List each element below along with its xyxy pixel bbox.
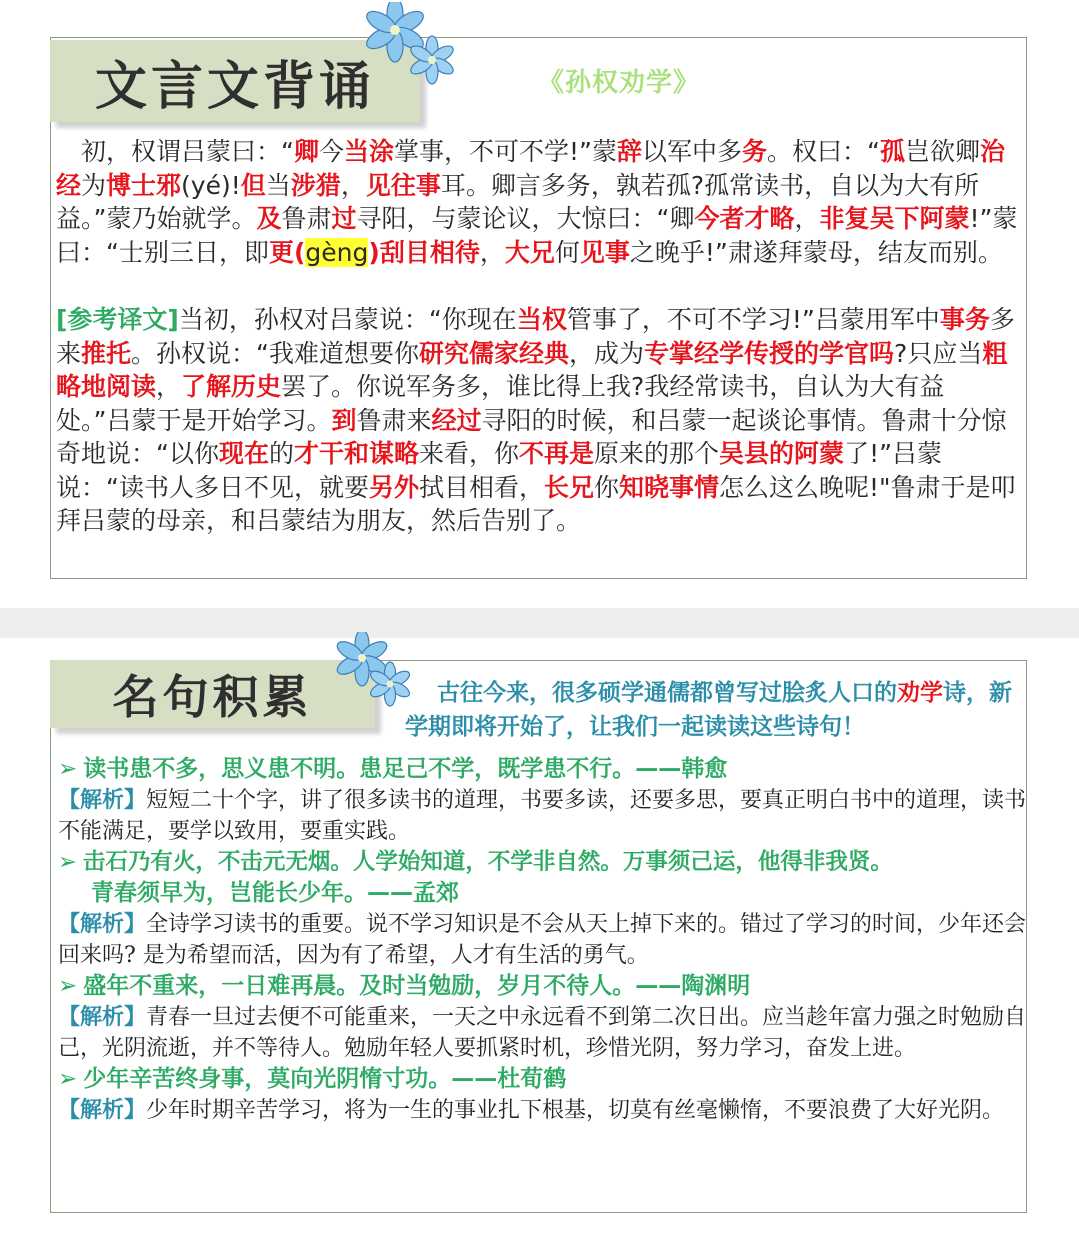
keyword-highlight: 孤 (879, 137, 905, 166)
text-run: 当初，孙权对吕蒙说：“你现在 (178, 305, 517, 334)
keyword-highlight: 当涂 (343, 137, 394, 166)
text-run: 寻阳的时候，和吕蒙一起谈论事情。鲁肃十分惊奇地说：“以你 (56, 405, 1007, 468)
keyword-highlight: 涉猎 (290, 170, 341, 200)
original-text-runs (56, 137, 1017, 267)
arrow-icon: ➢ (58, 756, 78, 782)
text-run: 掌事，不可不学!”蒙 (394, 137, 617, 166)
analysis (58, 1002, 1033, 1064)
analysis-tag: 【解析】 (58, 788, 147, 813)
text-run: 耳。卿言多务，孰若孤?孤常读书，自以为大有所益。”蒙乃始就学。 (56, 170, 980, 233)
quote-list (58, 754, 1033, 1126)
text-run: 今 (318, 137, 344, 166)
text-run: 原来的那个 (594, 439, 720, 468)
keyword-highlight: 事务 (939, 305, 990, 334)
keyword-highlight: 另外 (368, 472, 419, 502)
text-run: 怎么这么晚呢!"鲁肃于是叩拜吕蒙的母亲，和吕蒙结为朋友，然后告别了。 (56, 472, 1016, 535)
quote-line-2: 青春须早为，岂能长少年。——孟郊 (91, 880, 459, 906)
quote-text: 少年辛苦终身事，莫向光阴惰寸功。——杜荀鹤 (83, 1066, 567, 1092)
keyword-highlight: 到 (331, 405, 357, 435)
text-run: ， (156, 372, 182, 401)
arrow-icon: ➢ (58, 849, 77, 875)
list-item (58, 971, 1033, 1064)
intro-text: 古往今来，很多硕学通儒都曾写过脍炙人口的 (437, 680, 897, 706)
keyword-highlight: 长兄 (543, 472, 594, 502)
classical-original-text (56, 135, 1018, 269)
analysis-text: 少年时期辛苦学习，将为一生的事业扎下根基，切莫有丝毫懒惰，不要浪费了大好光阴。 (146, 1098, 1005, 1123)
text-run: ， (340, 170, 366, 200)
quote-text: 击石乃有火，不击元无烟。人学始知道，不学非自然。万事须己运，他得非我贤。 (82, 849, 893, 875)
keyword-highlight: 但 (240, 170, 266, 200)
text-run: 罢了。你说军务多，谁比得上我?我经常读书，自认为大有益处。”吕蒙于是开始学习。 (56, 372, 945, 435)
text-run: ， (794, 204, 820, 233)
keyword-highlight: 非复吴下阿蒙 (819, 204, 970, 233)
text-run: 了!”吕蒙说：“读书人多日不见，就要 (56, 439, 943, 502)
text-run: 。权曰：“ (767, 137, 880, 166)
section1-title: 文言文背诵 (94, 56, 375, 117)
keyword-highlight: 及 (256, 204, 282, 233)
translation-text (56, 303, 1018, 538)
text-run: 何 (554, 237, 580, 267)
keyword-highlight: 不再是 (519, 439, 595, 468)
text-run: (yé)! (181, 170, 241, 200)
text-run: 的 (268, 439, 294, 468)
keyword-highlight: ( (293, 237, 306, 267)
translation-label: [参考译文] (56, 305, 179, 334)
pinyin-highlight: gèng (305, 237, 369, 267)
section-divider (0, 608, 1079, 638)
text-run: ，成为 (569, 338, 645, 368)
keyword-highlight: 了解历史 (181, 372, 282, 401)
keyword-highlight: 当权 (516, 305, 567, 334)
analysis-tag: 【解析】 (58, 1005, 147, 1030)
intro-highlight: 劝学 (897, 680, 943, 706)
intro-text-end: 诗，新学期即将开始了，让我们一起读读这些诗句！ (405, 680, 1012, 740)
text-run: ?只应当 (894, 338, 983, 368)
text-run: ， (479, 237, 505, 267)
text-run: 岂欲卿 (905, 137, 981, 166)
list-item (58, 847, 1033, 971)
section2-banner (50, 660, 375, 728)
analysis-text: 全诗学习读书的重要。说不学习知识是不会从天上掉下来的。错过了学习的时间，少年还会回来吗? 是为希望而活，因为有了希望，人才有生活的勇气。 (58, 912, 1027, 968)
text-run: 拭目相看， (418, 472, 544, 502)
text-run: 管事了，不可不学习!”吕蒙用军中 (566, 305, 940, 334)
keyword-highlight: 辞 (616, 137, 642, 166)
keyword-highlight: 现在 (218, 439, 269, 468)
flower-icon (360, 2, 470, 92)
keyword-highlight: 吗 (869, 338, 895, 368)
analysis (58, 785, 1033, 847)
text-run: 之晚乎!”肃遂拜蒙母，结友而别。 (629, 237, 1003, 267)
quote-text: 盛年不重来，一日难再晨。及时当勉励，岁月不待人。——陶渊明 (83, 973, 751, 999)
quote-line (58, 847, 1033, 878)
keyword-highlight: 过 (331, 204, 357, 233)
keyword-highlight: 见事 (579, 237, 630, 267)
analysis-text: 短短二十个字，讲了很多读书的道理，书要多读，还要多思，要真正明白书中的道理，读书不能满足，要学以致用，要重实践。 (58, 788, 1027, 844)
keyword-highlight: 更 (268, 237, 294, 267)
list-item (58, 754, 1033, 847)
keyword-highlight: 务 (742, 137, 768, 166)
analysis (58, 1095, 1033, 1126)
quote-text: 读书患不多，思义患不明。患足己不学，既学患不行。——韩愈 (83, 756, 728, 782)
translation-text-runs (56, 305, 1016, 535)
text-run: 为 (81, 170, 107, 200)
arrow-icon: ➢ (58, 1066, 78, 1092)
text-run: 以军中多 (642, 137, 743, 166)
text-run: 来看，你 (419, 439, 520, 468)
analysis-tag: 【解析】 (58, 1098, 147, 1123)
section1-subtitle: 《孙权劝学》 (538, 68, 701, 98)
keyword-highlight: 今者才略 (694, 204, 795, 233)
keyword-highlight: ) (368, 237, 380, 267)
text-run: 当 (265, 170, 291, 200)
quote-line (58, 1064, 1033, 1095)
keyword-highlight: 专掌经学传授的学官 (644, 338, 870, 368)
keyword-highlight: 见往事 (365, 170, 441, 200)
list-item (58, 1064, 1033, 1126)
text-run: 你 (594, 472, 620, 502)
text-run: 鲁肃 (281, 204, 332, 233)
analysis-tag: 【解析】 (58, 912, 147, 937)
text-run: 初，权谓吕蒙曰：“ (81, 137, 294, 166)
keyword-highlight: 才干和谋略 (293, 439, 419, 468)
quote-line (58, 971, 1033, 1002)
keyword-highlight: 大兄 (504, 237, 555, 267)
keyword-highlight: 博士邪 (106, 170, 182, 200)
analysis (58, 909, 1033, 971)
keyword-highlight: 治经 (56, 137, 1006, 200)
keyword-highlight: 经过 (431, 405, 482, 435)
text-run: !”蒙曰：“士别三日，即 (56, 204, 1018, 267)
text-run: 多来 (56, 305, 1015, 368)
section2-intro (405, 676, 1030, 744)
keyword-highlight: 知晓事情 (619, 472, 720, 502)
text-run: 寻阳，与蒙论议，大惊曰：“卿 (356, 204, 695, 233)
keyword-highlight: 粗略地阅读 (56, 338, 1008, 401)
keyword-highlight: 刮目相待 (379, 237, 480, 267)
analysis-text: 青春一旦过去便不可能重来，一天之中永远看不到第二次日出。应当趁年富力强之时勉励自己，光阴流逝，并不等待人。勉励年轻人要抓紧时机，珍惜光阴，努力学习，奋发上进。 (58, 1005, 1027, 1061)
quote-line (58, 754, 1033, 785)
arrow-icon: ➢ (58, 973, 78, 999)
keyword-highlight: 吴县的阿蒙 (719, 439, 845, 468)
keyword-highlight: 研究儒家经典 (418, 338, 569, 368)
text-run: 鲁肃来 (356, 405, 432, 435)
section2-title: 名句积累 (112, 670, 313, 724)
keyword-highlight: 卿 (293, 137, 319, 166)
keyword-highlight: 推托 (81, 338, 132, 368)
text-run: 。孙权说：“我难道想要你 (131, 338, 419, 368)
